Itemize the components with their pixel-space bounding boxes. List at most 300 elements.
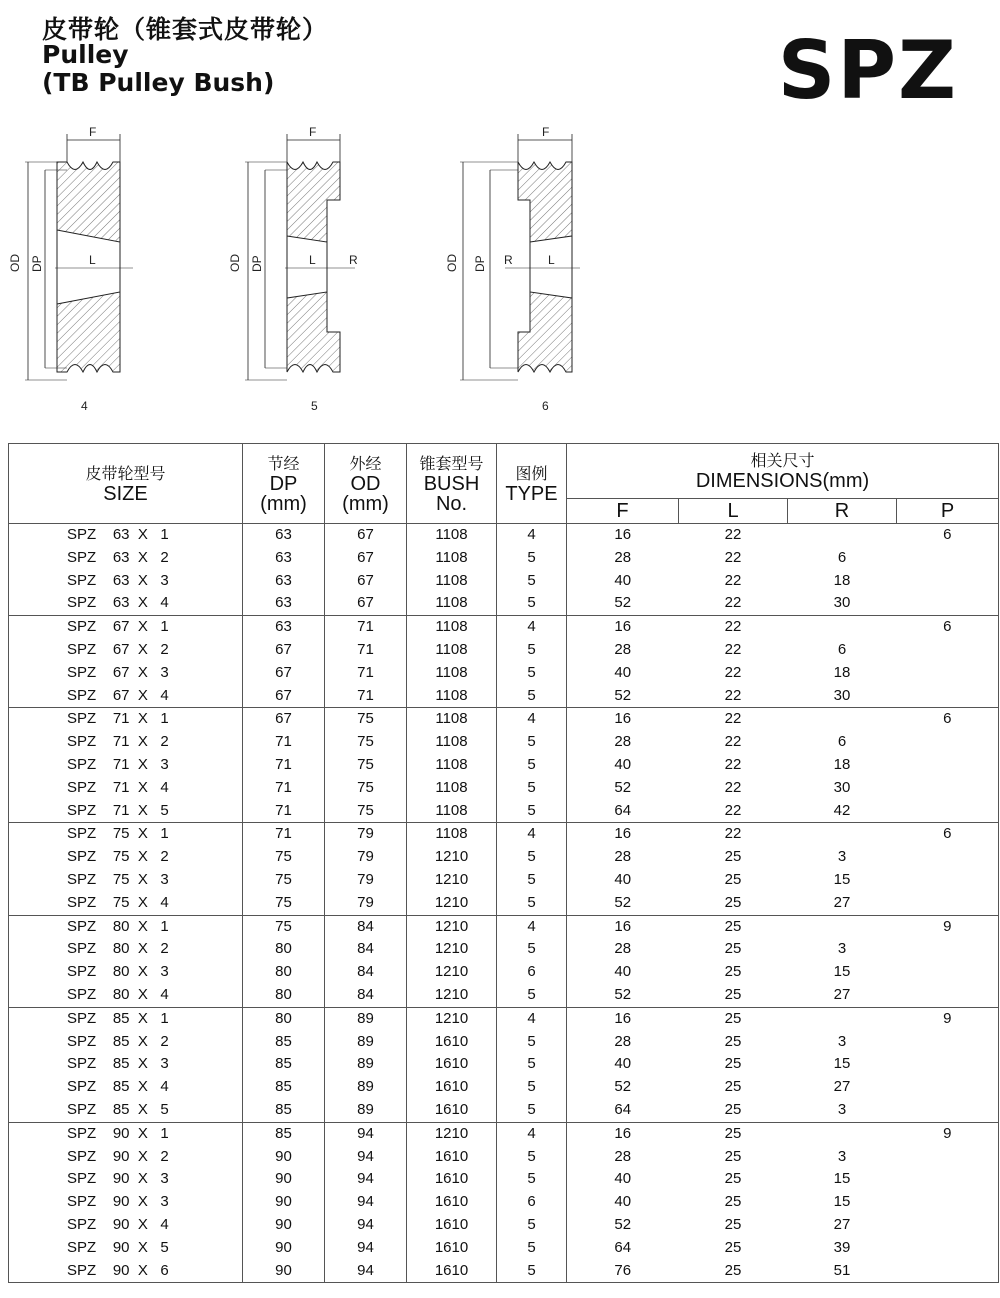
cell-l: 25 bbox=[724, 917, 742, 935]
table-row bbox=[9, 616, 999, 639]
cell-l: 25 bbox=[724, 1193, 742, 1211]
cell-r: 6 bbox=[837, 548, 847, 566]
cell-l: 22 bbox=[724, 755, 742, 773]
cell-bush: 1210 bbox=[407, 961, 497, 984]
cell-bush: 1610 bbox=[407, 1099, 497, 1122]
cell-r bbox=[788, 1122, 897, 1145]
cell-od: 75 bbox=[325, 731, 407, 754]
table-row bbox=[9, 524, 999, 547]
dim-r-label: R bbox=[349, 253, 358, 267]
cell-f: 52 bbox=[567, 592, 679, 615]
cell-type: 5 bbox=[497, 1168, 567, 1191]
cell-f: 40 bbox=[567, 570, 679, 593]
cell-type: 5 bbox=[497, 1099, 567, 1122]
cell-type: 5 bbox=[497, 1053, 567, 1076]
table-row bbox=[9, 708, 999, 731]
cell-size: SPZ 90 X 3 bbox=[9, 1191, 243, 1214]
cell-p: 6 bbox=[897, 616, 999, 639]
diagram-type-number: 6 bbox=[542, 399, 549, 413]
cell-size: SPZ 67 X 2 bbox=[9, 639, 243, 662]
cell-f: 52 bbox=[567, 892, 679, 915]
cell-dp: 63 bbox=[243, 570, 325, 593]
pulley-diagram-type-5 bbox=[225, 122, 405, 422]
dim-f-label: F bbox=[89, 125, 97, 139]
cell-dp: 63 bbox=[243, 616, 325, 639]
cell-size: SPZ 71 X 5 bbox=[9, 800, 243, 823]
cell-r: 3 bbox=[837, 848, 847, 866]
cell-od: 71 bbox=[325, 685, 407, 708]
cell-od: 67 bbox=[325, 524, 407, 547]
cell-f: 52 bbox=[567, 777, 679, 800]
cell-f: 40 bbox=[567, 1168, 679, 1191]
table-row bbox=[9, 1076, 999, 1099]
cell-p bbox=[897, 1237, 999, 1260]
cell-dp: 71 bbox=[243, 754, 325, 777]
cell-type: 6 bbox=[497, 961, 567, 984]
cell-r: 42 bbox=[788, 800, 897, 823]
cell-type: 4 bbox=[497, 1007, 567, 1030]
cell-size: SPZ 90 X 3 bbox=[9, 1168, 243, 1191]
cell-type: 5 bbox=[497, 777, 567, 800]
cell-r: 27 bbox=[833, 1215, 851, 1233]
dim-l-label: L bbox=[548, 253, 555, 267]
table-row bbox=[9, 1031, 999, 1054]
cell-bush: 1610 bbox=[407, 1214, 497, 1237]
cell-type: 5 bbox=[497, 1214, 567, 1237]
pulley-diagram-type-6 bbox=[445, 122, 630, 422]
cell-size: SPZ 71 X 4 bbox=[9, 777, 243, 800]
col-dp-header: 节经 DP (mm) bbox=[243, 444, 325, 524]
table-row bbox=[9, 823, 999, 846]
cell-dp: 71 bbox=[243, 777, 325, 800]
cell-type: 4 bbox=[497, 708, 567, 731]
cell-dp: 80 bbox=[243, 961, 325, 984]
cell-od: 84 bbox=[325, 961, 407, 984]
table-row bbox=[9, 915, 999, 938]
cell-l: 25 bbox=[724, 848, 742, 866]
cell-size: SPZ 63 X 1 bbox=[9, 524, 243, 547]
cell-od: 67 bbox=[325, 547, 407, 570]
cell-od: 75 bbox=[325, 800, 407, 823]
cell-size: SPZ 80 X 4 bbox=[9, 984, 243, 1007]
cell-dp: 75 bbox=[243, 915, 325, 938]
cell-dp: 67 bbox=[243, 662, 325, 685]
cell-l: 22 bbox=[724, 640, 742, 658]
cell-l: 25 bbox=[724, 1032, 742, 1050]
cell-dp: 90 bbox=[243, 1191, 325, 1214]
table-row bbox=[9, 1260, 999, 1283]
col-od-header: 外经 OD (mm) bbox=[325, 444, 407, 524]
cell-l: 22 bbox=[724, 526, 742, 543]
cell-r: 3 bbox=[837, 1032, 847, 1050]
cell-od: 79 bbox=[325, 892, 407, 915]
cell-r bbox=[788, 616, 897, 639]
cell-dp: 71 bbox=[243, 731, 325, 754]
cell-type: 4 bbox=[497, 915, 567, 938]
cell-f: 16 bbox=[567, 524, 679, 547]
cell-r bbox=[788, 915, 897, 938]
cell-p bbox=[897, 1214, 999, 1237]
cell-dp: 85 bbox=[243, 1122, 325, 1145]
table-row bbox=[9, 1237, 999, 1260]
cell-l: 22 bbox=[724, 548, 742, 566]
cell-size: SPZ 90 X 4 bbox=[9, 1214, 243, 1237]
cell-od: 89 bbox=[325, 1031, 407, 1054]
cell-p bbox=[897, 1146, 999, 1169]
cell-r: 27 bbox=[788, 984, 897, 1007]
cell-r: 6 bbox=[837, 640, 847, 658]
cell-type: 6 bbox=[497, 1191, 567, 1214]
cell-od: 67 bbox=[325, 570, 407, 593]
cell-size: SPZ 75 X 1 bbox=[9, 823, 243, 846]
cell-f: 40 bbox=[567, 662, 679, 685]
cell-bush: 1108 bbox=[407, 708, 497, 731]
cell-dp: 71 bbox=[243, 800, 325, 823]
cell-bush: 1610 bbox=[407, 1053, 497, 1076]
cell-f: 76 bbox=[567, 1260, 679, 1283]
cell-type: 4 bbox=[497, 823, 567, 846]
cell-f: 52 bbox=[567, 1076, 679, 1099]
cell-l: 22 bbox=[724, 825, 742, 843]
cell-f: 28 bbox=[567, 547, 679, 570]
col-type-header: 图例 TYPE bbox=[497, 444, 567, 524]
cell-f: 16 bbox=[567, 823, 679, 846]
cell-r bbox=[788, 524, 897, 547]
cell-l: 25 bbox=[724, 1170, 742, 1188]
cell-od: 94 bbox=[325, 1191, 407, 1214]
cell-bush: 1108 bbox=[407, 524, 497, 547]
page-subtitle-en: (TB Pulley Bush) bbox=[42, 68, 275, 97]
cell-type: 5 bbox=[497, 592, 567, 615]
dim-dp-label: DP bbox=[473, 255, 487, 272]
dim-dp-label: DP bbox=[30, 255, 44, 272]
cell-size: SPZ 85 X 2 bbox=[9, 1031, 243, 1054]
cell-size: SPZ 85 X 5 bbox=[9, 1099, 243, 1122]
cell-f: 28 bbox=[567, 731, 679, 754]
cell-p: 6 bbox=[897, 524, 999, 547]
cell-bush: 1108 bbox=[407, 570, 497, 593]
cell-l: 25 bbox=[724, 1147, 742, 1165]
cell-od: 84 bbox=[325, 938, 407, 961]
cell-dp: 67 bbox=[243, 639, 325, 662]
cell-f: 64 bbox=[567, 1099, 679, 1122]
cell-od: 71 bbox=[325, 616, 407, 639]
cell-p bbox=[897, 777, 999, 800]
cell-type: 5 bbox=[497, 570, 567, 593]
cell-size: SPZ 75 X 4 bbox=[9, 892, 243, 915]
cell-l: 22 bbox=[679, 685, 788, 708]
table-row bbox=[9, 685, 999, 708]
table-row bbox=[9, 961, 999, 984]
cell-bush: 1108 bbox=[407, 662, 497, 685]
cell-type: 5 bbox=[497, 938, 567, 961]
cell-f: 52 bbox=[567, 685, 679, 708]
table-row bbox=[9, 570, 999, 593]
cell-od: 94 bbox=[325, 1122, 407, 1145]
cell-bush: 1108 bbox=[407, 800, 497, 823]
cell-dp: 85 bbox=[243, 1031, 325, 1054]
cell-size: SPZ 71 X 2 bbox=[9, 731, 243, 754]
cell-bush: 1610 bbox=[407, 1191, 497, 1214]
cell-type: 4 bbox=[497, 616, 567, 639]
cell-od: 94 bbox=[325, 1146, 407, 1169]
cell-dp: 75 bbox=[243, 869, 325, 892]
cell-type: 5 bbox=[497, 639, 567, 662]
cell-p: 9 bbox=[897, 915, 999, 938]
table-row bbox=[9, 592, 999, 615]
col-r-header: R bbox=[788, 499, 897, 524]
table-row bbox=[9, 731, 999, 754]
cell-l: 22 bbox=[679, 592, 788, 615]
cell-bush: 1610 bbox=[407, 1237, 497, 1260]
cell-f: 64 bbox=[567, 1237, 679, 1260]
cell-dp: 80 bbox=[243, 1007, 325, 1030]
cell-l: 25 bbox=[679, 1099, 788, 1122]
cell-type: 5 bbox=[497, 984, 567, 1007]
spec-table-body bbox=[9, 524, 999, 1283]
cell-p bbox=[897, 892, 999, 915]
cell-dp: 90 bbox=[243, 1146, 325, 1169]
dim-f-label: F bbox=[309, 125, 317, 139]
dim-dp-label: DP bbox=[250, 255, 264, 272]
table-row bbox=[9, 547, 999, 570]
col-size-header: 皮带轮型号 SIZE bbox=[9, 444, 243, 524]
cell-od: 79 bbox=[325, 869, 407, 892]
cell-type: 5 bbox=[497, 754, 567, 777]
cell-bush: 1108 bbox=[407, 754, 497, 777]
cell-type: 5 bbox=[497, 1146, 567, 1169]
cell-r: 18 bbox=[833, 663, 851, 681]
cell-p bbox=[897, 1260, 999, 1283]
cell-bush: 1610 bbox=[407, 1260, 497, 1283]
pulley-spec-table bbox=[8, 443, 999, 1283]
cell-l: 22 bbox=[724, 733, 742, 751]
cell-dp: 67 bbox=[243, 708, 325, 731]
cell-f: 64 bbox=[567, 800, 679, 823]
cell-l: 25 bbox=[724, 1238, 742, 1256]
cell-od: 94 bbox=[325, 1168, 407, 1191]
cell-r: 15 bbox=[833, 870, 851, 888]
cell-dp: 80 bbox=[243, 938, 325, 961]
cell-dp: 90 bbox=[243, 1237, 325, 1260]
table-row bbox=[9, 1122, 999, 1145]
cell-bush: 1108 bbox=[407, 616, 497, 639]
cell-type: 4 bbox=[497, 1122, 567, 1145]
cell-f: 40 bbox=[567, 961, 679, 984]
series-code: SPZ bbox=[777, 24, 958, 117]
cell-f: 40 bbox=[567, 1053, 679, 1076]
table-row bbox=[9, 1146, 999, 1169]
cell-r: 15 bbox=[833, 1055, 851, 1073]
cell-dp: 63 bbox=[243, 524, 325, 547]
cell-r: 30 bbox=[788, 592, 897, 615]
table-row bbox=[9, 938, 999, 961]
cell-bush: 1210 bbox=[407, 846, 497, 869]
cell-dp: 85 bbox=[243, 1099, 325, 1122]
cell-dp: 67 bbox=[243, 685, 325, 708]
cell-type: 5 bbox=[497, 1076, 567, 1099]
cell-p bbox=[897, 846, 999, 869]
cell-l: 25 bbox=[679, 892, 788, 915]
cell-size: SPZ 71 X 1 bbox=[9, 708, 243, 731]
cell-od: 75 bbox=[325, 708, 407, 731]
cell-dp: 63 bbox=[243, 592, 325, 615]
cell-bush: 1108 bbox=[407, 685, 497, 708]
cell-p: 6 bbox=[897, 823, 999, 846]
cell-od: 67 bbox=[325, 592, 407, 615]
cell-dp: 90 bbox=[243, 1214, 325, 1237]
cell-size: SPZ 90 X 2 bbox=[9, 1146, 243, 1169]
cell-bush: 1210 bbox=[407, 1122, 497, 1145]
cell-bush: 1108 bbox=[407, 592, 497, 615]
cell-dp: 75 bbox=[243, 846, 325, 869]
cell-l: 25 bbox=[724, 1124, 742, 1142]
cell-r: 3 bbox=[788, 1099, 897, 1122]
cell-p bbox=[897, 984, 999, 1007]
cell-l: 25 bbox=[724, 1261, 742, 1279]
cell-type: 5 bbox=[497, 800, 567, 823]
table-row bbox=[9, 869, 999, 892]
cell-size: SPZ 90 X 5 bbox=[9, 1237, 243, 1260]
cell-od: 84 bbox=[325, 915, 407, 938]
cell-l: 25 bbox=[724, 1078, 742, 1096]
cell-bush: 1210 bbox=[407, 869, 497, 892]
cell-od: 89 bbox=[325, 1076, 407, 1099]
cell-p bbox=[897, 570, 999, 593]
cell-p bbox=[897, 592, 999, 615]
cell-f: 16 bbox=[567, 1122, 679, 1145]
cell-type: 5 bbox=[497, 731, 567, 754]
cell-r: 51 bbox=[833, 1261, 851, 1279]
col-l-header: L bbox=[679, 499, 788, 524]
cell-p bbox=[897, 685, 999, 708]
cell-p bbox=[897, 1099, 999, 1122]
dim-od-label: OD bbox=[8, 254, 22, 272]
cell-bush: 1108 bbox=[407, 823, 497, 846]
cell-od: 71 bbox=[325, 662, 407, 685]
table-row bbox=[9, 1099, 999, 1122]
cell-size: SPZ 80 X 1 bbox=[9, 915, 243, 938]
cell-r: 6 bbox=[837, 733, 847, 751]
cell-bush: 1610 bbox=[407, 1076, 497, 1099]
cell-l: 22 bbox=[724, 710, 742, 728]
diagram-type-number: 5 bbox=[311, 399, 318, 413]
cell-f: 16 bbox=[567, 708, 679, 731]
dim-f-label: F bbox=[542, 125, 550, 139]
cell-bush: 1108 bbox=[407, 547, 497, 570]
cell-size: SPZ 80 X 3 bbox=[9, 961, 243, 984]
cell-bush: 1610 bbox=[407, 1146, 497, 1169]
cell-od: 84 bbox=[325, 984, 407, 1007]
cell-od: 94 bbox=[325, 1214, 407, 1237]
cell-f: 40 bbox=[567, 1191, 679, 1214]
cell-bush: 1108 bbox=[407, 731, 497, 754]
table-row bbox=[9, 846, 999, 869]
cell-f: 16 bbox=[567, 915, 679, 938]
cell-bush: 1610 bbox=[407, 1031, 497, 1054]
cell-type: 5 bbox=[497, 1237, 567, 1260]
table-row bbox=[9, 754, 999, 777]
cell-r bbox=[788, 823, 897, 846]
cell-l: 22 bbox=[724, 663, 742, 681]
cell-f: 28 bbox=[567, 1031, 679, 1054]
cell-od: 94 bbox=[325, 1237, 407, 1260]
cell-size: SPZ 85 X 1 bbox=[9, 1007, 243, 1030]
cell-f: 28 bbox=[567, 639, 679, 662]
cell-size: SPZ 85 X 3 bbox=[9, 1053, 243, 1076]
cell-od: 79 bbox=[325, 846, 407, 869]
cell-r bbox=[788, 708, 897, 731]
cell-r: 18 bbox=[833, 571, 851, 589]
cell-size: SPZ 63 X 2 bbox=[9, 547, 243, 570]
cell-r: 27 bbox=[833, 1078, 851, 1096]
cell-l: 22 bbox=[679, 800, 788, 823]
page-title-en: Pulley bbox=[42, 40, 129, 69]
cell-dp: 80 bbox=[243, 984, 325, 1007]
dim-l-label: L bbox=[309, 253, 316, 267]
cell-size: SPZ 75 X 2 bbox=[9, 846, 243, 869]
cell-l: 22 bbox=[724, 571, 742, 589]
cell-size: SPZ 63 X 3 bbox=[9, 570, 243, 593]
cell-r: 18 bbox=[833, 755, 851, 773]
cell-od: 89 bbox=[325, 1099, 407, 1122]
cell-size: SPZ 63 X 4 bbox=[9, 592, 243, 615]
cell-l: 25 bbox=[724, 1215, 742, 1233]
cell-bush: 1610 bbox=[407, 1168, 497, 1191]
cell-p bbox=[897, 1191, 999, 1214]
cell-od: 94 bbox=[325, 1260, 407, 1283]
cell-size: SPZ 67 X 4 bbox=[9, 685, 243, 708]
cell-size: SPZ 67 X 1 bbox=[9, 616, 243, 639]
col-bush-header: 锥套型号 BUSH No. bbox=[407, 444, 497, 524]
cell-size: SPZ 85 X 4 bbox=[9, 1076, 243, 1099]
table-row bbox=[9, 1007, 999, 1030]
table-row bbox=[9, 1168, 999, 1191]
cell-type: 5 bbox=[497, 662, 567, 685]
cell-r: 3 bbox=[837, 1147, 847, 1165]
cell-r bbox=[788, 1007, 897, 1030]
cell-size: SPZ 71 X 3 bbox=[9, 754, 243, 777]
cell-p bbox=[897, 662, 999, 685]
cell-type: 4 bbox=[497, 524, 567, 547]
cell-bush: 1210 bbox=[407, 1007, 497, 1030]
cell-r: 15 bbox=[833, 1170, 851, 1188]
table-row bbox=[9, 662, 999, 685]
table-row bbox=[9, 777, 999, 800]
dim-od-label: OD bbox=[228, 254, 242, 272]
cell-dp: 85 bbox=[243, 1076, 325, 1099]
cell-dp: 63 bbox=[243, 547, 325, 570]
cell-l: 25 bbox=[724, 940, 742, 958]
cell-size: SPZ 90 X 1 bbox=[9, 1122, 243, 1145]
cell-r: 15 bbox=[833, 963, 851, 981]
cell-dp: 85 bbox=[243, 1053, 325, 1076]
dim-r-label: R bbox=[504, 253, 513, 267]
cell-p bbox=[897, 731, 999, 754]
cell-dp: 90 bbox=[243, 1168, 325, 1191]
table-row bbox=[9, 1191, 999, 1214]
cell-l: 22 bbox=[724, 778, 742, 796]
cell-f: 28 bbox=[567, 846, 679, 869]
cell-f: 16 bbox=[567, 1007, 679, 1030]
cell-type: 5 bbox=[497, 1260, 567, 1283]
cell-f: 52 bbox=[567, 984, 679, 1007]
cell-r: 39 bbox=[833, 1238, 851, 1256]
cell-p: 6 bbox=[897, 708, 999, 731]
cell-r: 3 bbox=[837, 940, 847, 958]
cell-l: 22 bbox=[724, 618, 742, 636]
col-p-header: P bbox=[897, 499, 999, 524]
